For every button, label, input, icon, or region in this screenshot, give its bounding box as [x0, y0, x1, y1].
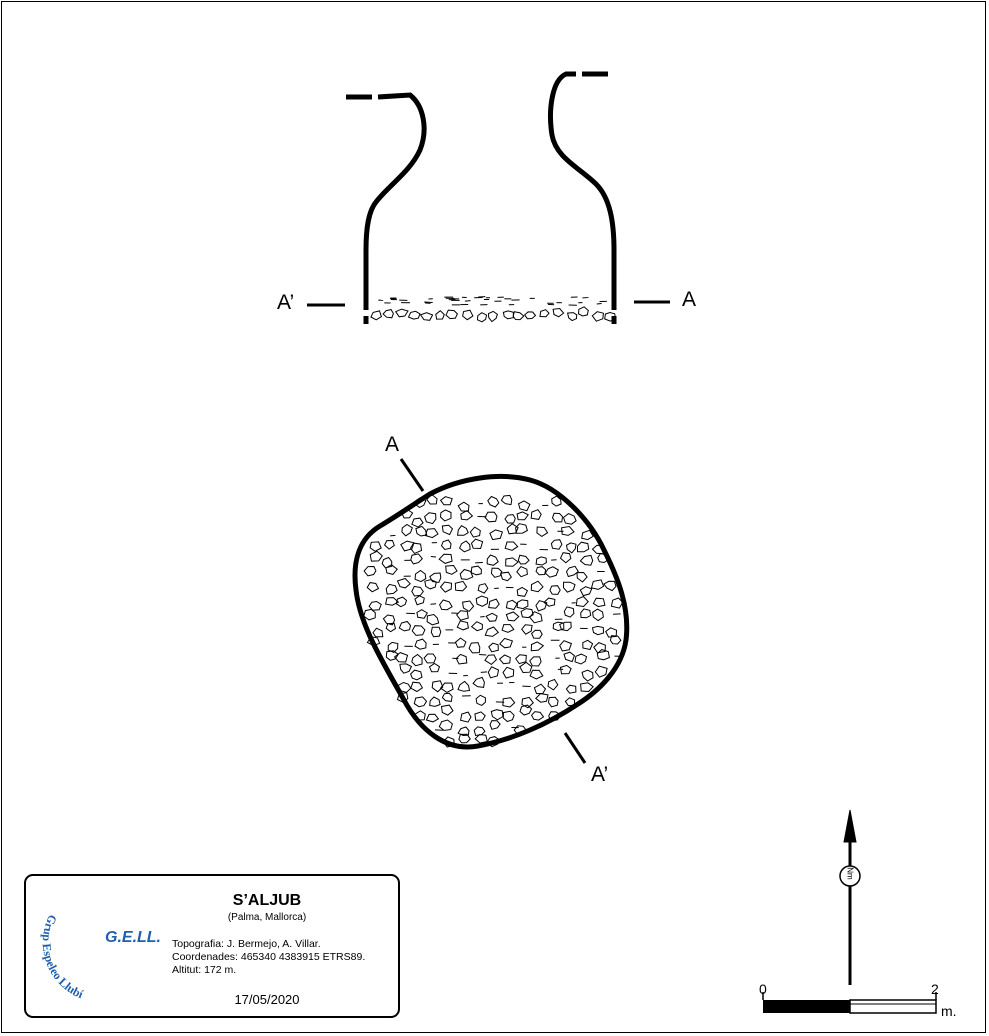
- cave-location: (Palma, Mallorca): [227, 912, 307, 923]
- survey-date: 17/05/2020: [234, 992, 300, 1007]
- plan-label-bottom: A’: [591, 763, 609, 786]
- scale-label-unit: m.: [941, 1003, 957, 1019]
- plan-label-top: A: [385, 433, 400, 456]
- svg-text:Grup Espeleo Llubí: [40, 913, 86, 1002]
- scale-label-start: 0: [759, 981, 767, 997]
- logo-text: G.E.LL.: [105, 929, 161, 946]
- north-symbol: Nm: [845, 867, 855, 880]
- coordinates: Coordenades: 465340 4383915 ETRS89.: [172, 951, 366, 963]
- logo-ring-text: Grup Espeleo Llubí: [39, 912, 86, 1002]
- scale-label-end: 2: [931, 981, 939, 997]
- cave-title: S’ALJUB: [232, 892, 302, 909]
- section-label-right: A: [682, 288, 697, 311]
- surveyors: Topografia: J. Bermejo, A. Villar.: [172, 938, 321, 950]
- altitude: Altitut: 172 m.: [172, 964, 237, 976]
- section-label-left: A’: [277, 291, 295, 314]
